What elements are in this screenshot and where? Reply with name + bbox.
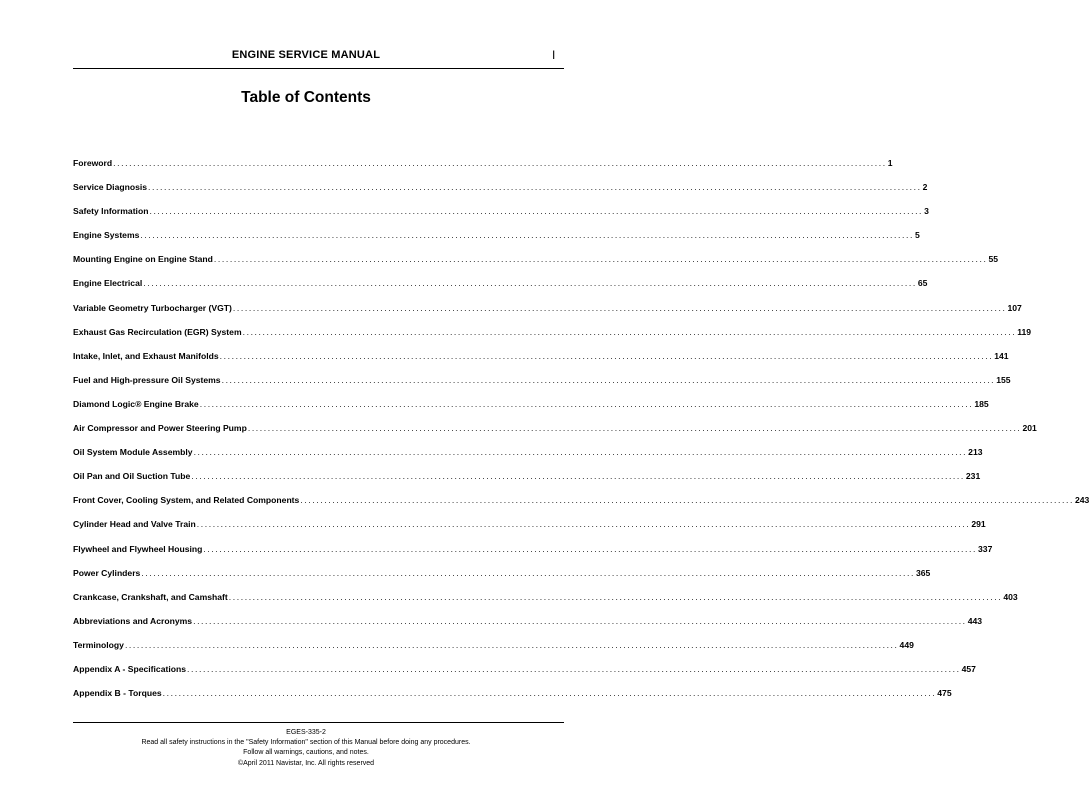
toc-entry-page: 291 <box>971 519 986 530</box>
toc-entry-page: 201 <box>1022 423 1037 434</box>
toc-entry-label: Variable Geometry Turbocharger (VGT) <box>73 302 232 313</box>
toc-entry-label: Service Diagnosis <box>73 182 148 193</box>
toc-entry[interactable] <box>73 326 1032 351</box>
toc-entry[interactable] <box>73 182 928 206</box>
toc-entry-label: Engine Systems <box>73 230 140 241</box>
toc-leader-dots: .................................................................................................................................................................................................. <box>228 591 1003 602</box>
toc-entry[interactable] <box>73 495 1089 519</box>
toc-entry-page: 365 <box>915 567 931 578</box>
toc-entry[interactable] <box>73 615 983 640</box>
page-footer <box>0 728 612 769</box>
toc-entry-page: 5 <box>915 230 920 241</box>
toc-entry-label: Engine Electrical <box>73 278 143 289</box>
toc-entry[interactable] <box>73 230 920 254</box>
toc-leader-dots: .................................................................................................................................................................................................. <box>221 374 996 385</box>
toc-leader-dots: .................................................................................................................................................................................................. <box>196 519 971 530</box>
toc-entry-page: 119 <box>1017 326 1032 337</box>
toc-entry-page: 403 <box>1003 591 1018 602</box>
toc-entry-page: 1 <box>887 158 893 168</box>
toc-leader-dots: .................................................................................................................................................................................................. <box>191 471 965 482</box>
toc-entry-label: Foreword <box>73 158 113 168</box>
footer-divider <box>73 722 564 723</box>
toc-entry-label: Intake, Inlet, and Exhaust Manifolds <box>73 350 219 361</box>
toc-leader-dots: .................................................................................................................................................................................................. <box>242 326 1017 337</box>
document-number: EGES-335-2 <box>286 729 326 736</box>
toc-entry[interactable] <box>73 639 914 664</box>
toc-entry-page: 155 <box>996 374 1011 385</box>
toc-leader-dots: .................................................................................................................................................................................................. <box>148 182 922 193</box>
toc-entry-label: Mounting Engine on Engine Stand <box>73 254 213 265</box>
toc-list <box>73 158 1089 712</box>
toc-entry-label: Cylinder Head and Valve Train <box>73 519 196 530</box>
toc-entry[interactable] <box>73 663 976 688</box>
toc-leader-dots: .................................................................................................................................................................................................. <box>113 158 887 168</box>
toc-entry[interactable] <box>73 447 983 471</box>
toc-entry-page: 243 <box>1074 495 1089 506</box>
toc-entry-label: Power Cylinders <box>73 567 141 578</box>
toc-leader-dots: .................................................................................................................................................................................................. <box>193 447 968 458</box>
toc-leader-dots: .................................................................................................................................................................................................. <box>124 639 899 650</box>
toc-entry-page: 457 <box>961 663 976 674</box>
toc-entry[interactable] <box>73 567 931 592</box>
toc-leader-dots: .................................................................................................................................................................................................. <box>141 567 915 578</box>
toc-entry-label: Abbreviations and Acronyms <box>73 615 193 626</box>
toc-entry-page: 65 <box>917 278 928 289</box>
toc-entry-page: 231 <box>965 471 981 482</box>
toc-entry-label: Exhaust Gas Recirculation (EGR) System <box>73 326 242 337</box>
toc-entry-page: 141 <box>994 350 1009 361</box>
toc-entry-label: Oil Pan and Oil Suction Tube <box>73 471 191 482</box>
toc-entry[interactable] <box>73 519 986 543</box>
toc-entry[interactable] <box>73 688 952 712</box>
toc-entry[interactable] <box>73 423 1037 447</box>
toc-entry[interactable] <box>73 302 1022 327</box>
toc-entry[interactable] <box>73 206 929 230</box>
toc-entry-page: 3 <box>924 206 929 217</box>
toc-entry-page: 475 <box>937 688 952 699</box>
manual-title: ENGINE SERVICE MANUAL <box>231 49 381 61</box>
toc-entry-page: 443 <box>967 615 983 626</box>
toc-entry-label: Terminology <box>73 639 124 650</box>
toc-entry-label: Appendix A - Specifications <box>73 663 187 674</box>
page-marker: I <box>552 48 556 62</box>
toc-entry-page: 55 <box>988 254 999 265</box>
toc-entry-label: Oil System Module Assembly <box>73 447 193 458</box>
toc-entry[interactable] <box>73 158 893 182</box>
toc-entry[interactable] <box>73 374 1011 399</box>
toc-entry[interactable] <box>73 278 928 302</box>
toc-entry-page: 449 <box>899 639 914 650</box>
toc-entry[interactable] <box>73 254 999 278</box>
toc-entry-label: Appendix B - Torques <box>73 688 162 699</box>
toc-entry-label: Diamond Logic® Engine Brake <box>73 398 199 409</box>
warnings-notice: Follow all warnings, cautions, and notes. <box>243 749 369 757</box>
toc-leader-dots: .................................................................................................................................................................................................. <box>162 688 937 699</box>
copyright-notice: ©April 2011 Navistar, Inc. All rights reserved <box>237 759 375 767</box>
toc-entry-page: 185 <box>974 398 989 409</box>
toc-entry-page: 107 <box>1007 302 1022 313</box>
toc-leader-dots: .................................................................................................................................................................................................. <box>247 423 1022 434</box>
toc-entry[interactable] <box>73 591 1018 616</box>
toc-entry[interactable] <box>73 398 989 423</box>
toc-entry-page: 2 <box>922 182 928 193</box>
toc-leader-dots: .................................................................................................................................................................................................. <box>187 663 961 674</box>
toc-leader-dots: .................................................................................................................................................................................................. <box>199 398 974 409</box>
toc-leader-dots: .................................................................................................................................................................................................. <box>203 543 978 554</box>
toc-leader-dots: .................................................................................................................................................................................................. <box>213 254 988 265</box>
toc-entry-label: Crankcase, Crankshaft, and Camshaft <box>73 591 228 602</box>
toc-entry-page: 213 <box>968 447 983 458</box>
toc-entry-label: Flywheel and Flywheel Housing <box>73 543 203 554</box>
toc-entry-label: Safety Information <box>73 206 149 217</box>
toc-entry[interactable] <box>73 543 993 568</box>
toc-leader-dots: .................................................................................................................................................................................................. <box>193 615 967 626</box>
toc-leader-dots: .................................................................................................................................................................................................. <box>232 302 1007 313</box>
toc-leader-dots: .................................................................................................................................................................................................. <box>143 278 917 289</box>
toc-leader-dots: .................................................................................................................................................................................................. <box>149 206 924 217</box>
header-divider <box>73 68 564 69</box>
toc-leader-dots: .................................................................................................................................................................................................. <box>219 350 994 361</box>
toc-entry-page: 337 <box>978 543 993 554</box>
toc-entry[interactable] <box>73 350 1009 375</box>
toc-leader-dots: .................................................................................................................................................................................................. <box>300 495 1074 506</box>
safety-notice: Read all safety instructions in the "Safety Information" section of this Manual before doing any procedures. <box>141 739 471 747</box>
toc-leader-dots: .................................................................................................................................................................................................. <box>140 230 914 241</box>
toc-entry-label: Air Compressor and Power Steering Pump <box>73 423 247 434</box>
toc-entry-label: Front Cover, Cooling System, and Related Components <box>73 495 300 506</box>
toc-entry-label: Fuel and High-pressure Oil Systems <box>73 374 221 385</box>
toc-entry[interactable] <box>73 471 981 495</box>
toc-heading: Table of Contents <box>241 89 371 106</box>
